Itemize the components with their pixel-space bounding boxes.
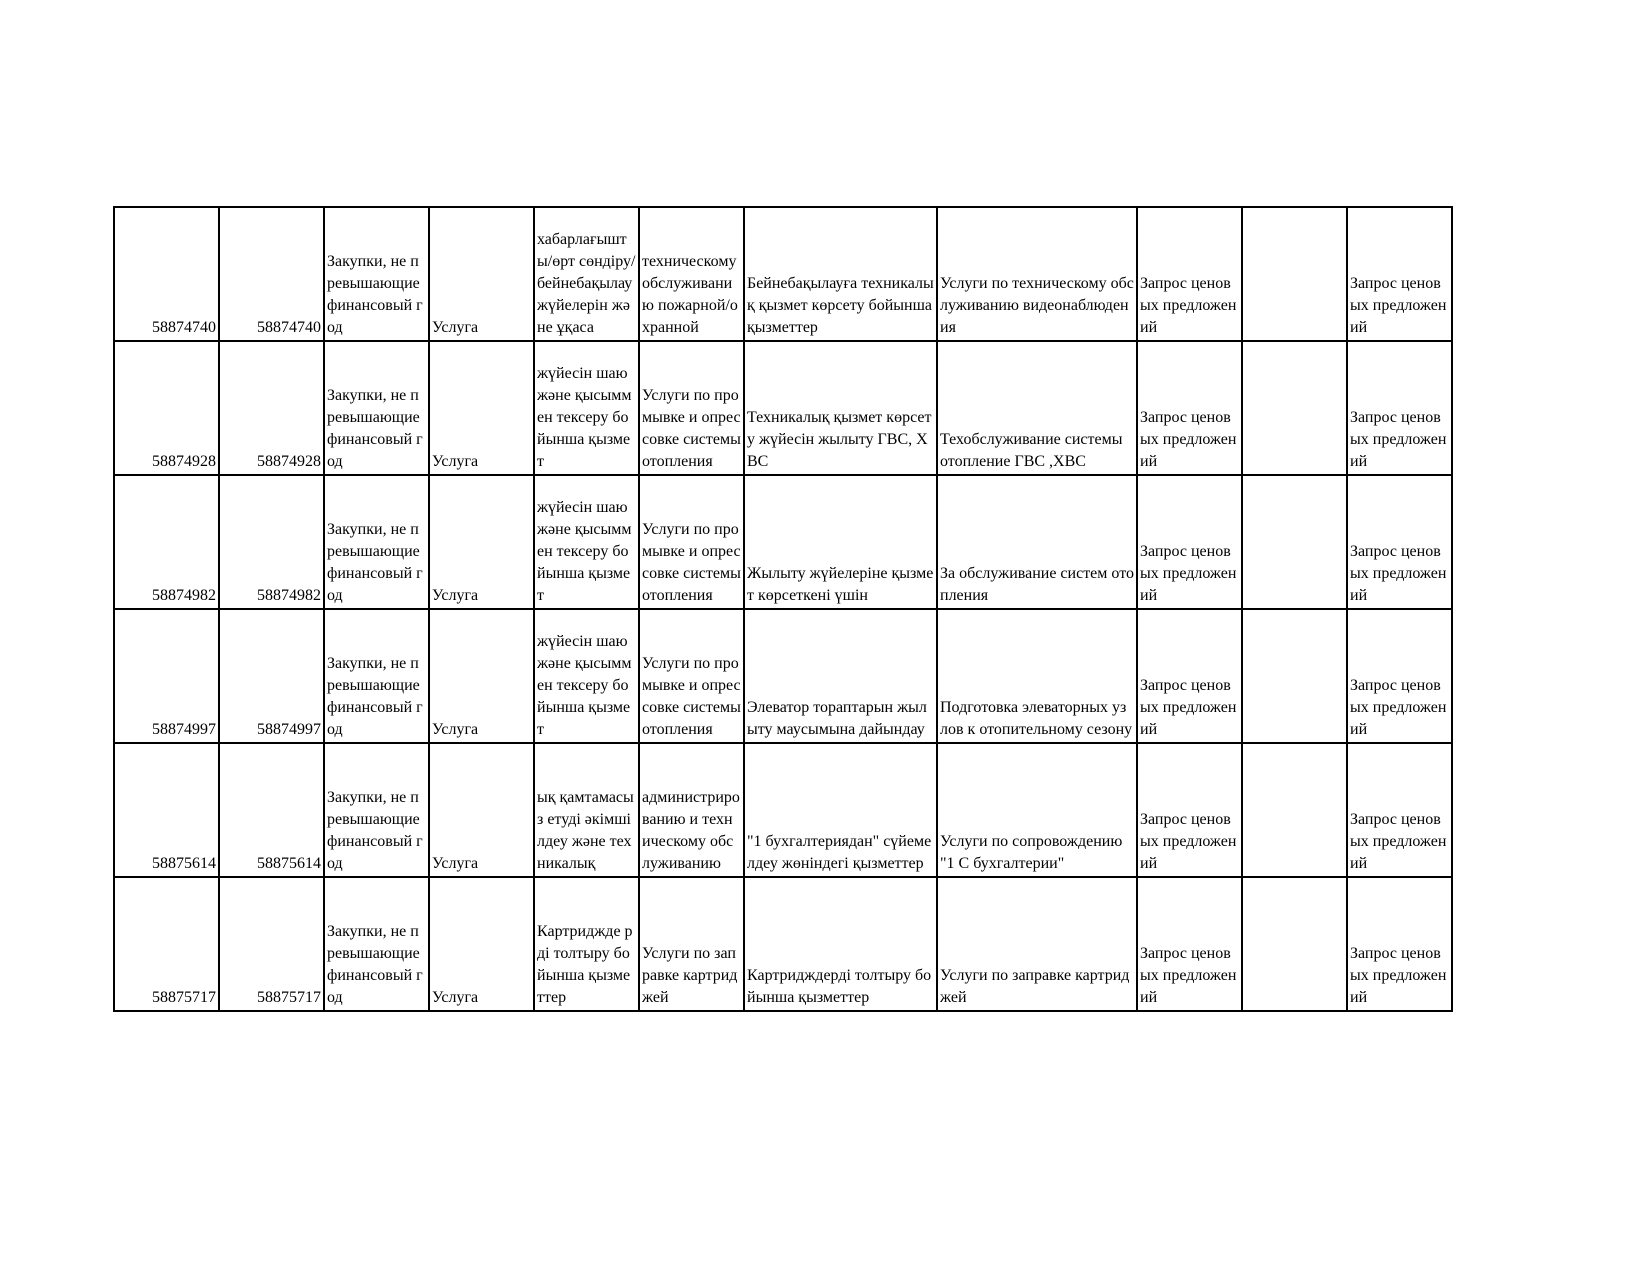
status-cell bbox=[1137, 475, 1242, 609]
name-kz-cell bbox=[744, 743, 937, 877]
name-ru-cell bbox=[937, 207, 1137, 341]
name-kz-cell-text: Элеватор тораптарын жылыту маусымына дайындау bbox=[747, 699, 927, 738]
id-cell-text: 58874740 bbox=[152, 319, 216, 336]
name-ru-cell bbox=[937, 609, 1137, 743]
procurement-method-cell bbox=[324, 609, 429, 743]
short-name-ru-cell-text: Услуги по промывке и опрессовке системы отопления bbox=[642, 655, 741, 738]
subject-type-cell bbox=[429, 609, 534, 743]
lot-id-cell bbox=[219, 609, 324, 743]
name-ru-cell-text: Услуги по заправке картриджей bbox=[940, 967, 1130, 1006]
method-cell-text: Запрос ценовых предложений bbox=[1350, 811, 1447, 872]
id-cell-text: 58875614 bbox=[152, 855, 216, 872]
name-kz-cell bbox=[744, 877, 937, 1011]
method-cell bbox=[1347, 475, 1452, 609]
procurement-method-cell bbox=[324, 207, 429, 341]
procurement-method-cell-text: Закупки, не превышающие финансовый год bbox=[327, 253, 423, 336]
lot-id-cell-text: 58874997 bbox=[257, 721, 321, 738]
empty-cell bbox=[1242, 207, 1347, 341]
short-name-kz-cell bbox=[534, 743, 639, 877]
procurement-method-cell-text: Закупки, не превышающие финансовый год bbox=[327, 387, 423, 470]
subject-type-cell bbox=[429, 341, 534, 475]
procurement-method-cell bbox=[324, 475, 429, 609]
procurement-method-cell-text: Закупки, не превышающие финансовый год bbox=[327, 923, 423, 1006]
procurement-table bbox=[113, 206, 1453, 1012]
empty-cell bbox=[1242, 609, 1347, 743]
empty-cell bbox=[1242, 341, 1347, 475]
lot-id-cell-text: 58875717 bbox=[257, 989, 321, 1006]
subject-type-cell bbox=[429, 475, 534, 609]
short-name-kz-cell bbox=[534, 207, 639, 341]
lot-id-cell bbox=[219, 207, 324, 341]
method-cell bbox=[1347, 743, 1452, 877]
lot-id-cell bbox=[219, 341, 324, 475]
name-kz-cell bbox=[744, 341, 937, 475]
procurement-method-cell bbox=[324, 877, 429, 1011]
procurement-method-cell bbox=[324, 743, 429, 877]
empty-cell bbox=[1242, 877, 1347, 1011]
id-cell bbox=[114, 743, 219, 877]
name-kz-cell-text: Картридждерді толтыру бойынша қызметтер bbox=[747, 967, 932, 1006]
name-ru-cell-text: Техобслуживание системы отопление ГВС ,ХВС bbox=[940, 431, 1123, 470]
empty-cell bbox=[1242, 475, 1347, 609]
name-kz-cell bbox=[744, 207, 937, 341]
table-row bbox=[114, 743, 1452, 877]
name-ru-cell-text: За обслуживание систем отопления bbox=[940, 565, 1134, 604]
subject-type-cell-text: Услуга bbox=[432, 721, 479, 738]
subject-type-cell-text: Услуга bbox=[432, 587, 479, 604]
status-cell-text: Запрос ценовых предложений bbox=[1140, 811, 1237, 872]
method-cell bbox=[1347, 341, 1452, 475]
short-name-ru-cell bbox=[639, 609, 744, 743]
short-name-ru-cell bbox=[639, 877, 744, 1011]
short-name-kz-cell-text: жүйесін шаю және қысыммен тексеру бойынша қызмет bbox=[537, 365, 632, 470]
name-kz-cell-text: "1 бухгалтериядан" сүйемелдеу жөніндегі қызметтер bbox=[747, 833, 932, 872]
short-name-ru-cell bbox=[639, 341, 744, 475]
subject-type-cell-text: Услуга bbox=[432, 319, 479, 336]
status-cell bbox=[1137, 341, 1242, 475]
status-cell-text: Запрос ценовых предложений bbox=[1140, 945, 1237, 1006]
table-row bbox=[114, 475, 1452, 609]
name-ru-cell bbox=[937, 877, 1137, 1011]
lot-id-cell-text: 58874982 bbox=[257, 587, 321, 604]
subject-type-cell bbox=[429, 877, 534, 1011]
lot-id-cell bbox=[219, 877, 324, 1011]
status-cell-text: Запрос ценовых предложений bbox=[1140, 275, 1237, 336]
name-ru-cell bbox=[937, 743, 1137, 877]
short-name-ru-cell bbox=[639, 475, 744, 609]
subject-type-cell bbox=[429, 207, 534, 341]
name-kz-cell-text: Жылыту жүйелеріне қызмет көрсеткені үшін bbox=[747, 565, 934, 604]
lot-id-cell-text: 58874928 bbox=[257, 453, 321, 470]
method-cell-text: Запрос ценовых предложений bbox=[1350, 677, 1447, 738]
name-kz-cell bbox=[744, 609, 937, 743]
short-name-kz-cell-text: ық қамтамасыз етуді әкімшілдеу және техникалық bbox=[537, 789, 634, 872]
table-row bbox=[114, 609, 1452, 743]
lot-id-cell bbox=[219, 475, 324, 609]
table-row bbox=[114, 207, 1452, 341]
name-ru-cell-text: Услуги по техническому обслуживанию видеонаблюдения bbox=[940, 275, 1134, 336]
lot-id-cell bbox=[219, 743, 324, 877]
empty-cell bbox=[1242, 743, 1347, 877]
subject-type-cell-text: Услуга bbox=[432, 453, 479, 470]
id-cell bbox=[114, 877, 219, 1011]
status-cell bbox=[1137, 609, 1242, 743]
status-cell bbox=[1137, 877, 1242, 1011]
table-row bbox=[114, 877, 1452, 1011]
id-cell-text: 58874997 bbox=[152, 721, 216, 738]
name-ru-cell-text: Подготовка элеваторных узлов к отопительному сезону bbox=[940, 699, 1133, 738]
short-name-ru-cell bbox=[639, 743, 744, 877]
id-cell-text: 58874928 bbox=[152, 453, 216, 470]
short-name-kz-cell-text: хабарлағышты/өрт сөндіру/бейнебақылау жүйелерін және ұқаса bbox=[537, 231, 636, 336]
short-name-ru-cell-text: администрированию и техническому обслуживанию bbox=[642, 789, 740, 872]
short-name-ru-cell-text: техническому обслуживанию пожарной/охранной bbox=[642, 253, 738, 336]
table-row bbox=[114, 341, 1452, 475]
procurement-method-cell bbox=[324, 341, 429, 475]
status-cell bbox=[1137, 207, 1242, 341]
method-cell bbox=[1347, 207, 1452, 341]
lot-id-cell-text: 58875614 bbox=[257, 855, 321, 872]
short-name-ru-cell-text: Услуги по промывке и опрессовке системы отопления bbox=[642, 521, 741, 604]
procurement-method-cell-text: Закупки, не превышающие финансовый год bbox=[327, 521, 423, 604]
method-cell-text: Запрос ценовых предложений bbox=[1350, 275, 1447, 336]
short-name-ru-cell-text: Услуги по промывке и опрессовке системы отопления bbox=[642, 387, 741, 470]
id-cell-text: 58875717 bbox=[152, 989, 216, 1006]
table-body bbox=[114, 207, 1452, 1011]
status-cell-text: Запрос ценовых предложений bbox=[1140, 409, 1237, 470]
lot-id-cell-text: 58874740 bbox=[257, 319, 321, 336]
short-name-kz-cell-text: Картриджде рді толтыру бойынша қызметтер bbox=[537, 923, 633, 1006]
subject-type-cell bbox=[429, 743, 534, 877]
method-cell bbox=[1347, 609, 1452, 743]
name-kz-cell-text: Бейнебақылауға техникалық қызмет көрсету бойынша қызметтер bbox=[747, 275, 934, 336]
id-cell bbox=[114, 609, 219, 743]
name-kz-cell-text: Техникалық қызмет көрсету жүйесін жылыту ГВС, ХВС bbox=[747, 409, 932, 470]
short-name-kz-cell-text: жүйесін шаю және қысыммен тексеру бойынша қызмет bbox=[537, 499, 632, 604]
method-cell-text: Запрос ценовых предложений bbox=[1350, 945, 1447, 1006]
subject-type-cell-text: Услуга bbox=[432, 855, 479, 872]
subject-type-cell-text: Услуга bbox=[432, 989, 479, 1006]
status-cell bbox=[1137, 743, 1242, 877]
id-cell-text: 58874982 bbox=[152, 587, 216, 604]
name-ru-cell bbox=[937, 475, 1137, 609]
status-cell-text: Запрос ценовых предложений bbox=[1140, 543, 1237, 604]
id-cell bbox=[114, 475, 219, 609]
id-cell bbox=[114, 341, 219, 475]
short-name-kz-cell bbox=[534, 877, 639, 1011]
method-cell-text: Запрос ценовых предложений bbox=[1350, 409, 1447, 470]
status-cell-text: Запрос ценовых предложений bbox=[1140, 677, 1237, 738]
id-cell bbox=[114, 207, 219, 341]
short-name-kz-cell bbox=[534, 609, 639, 743]
name-ru-cell-text: Услуги по сопровождению "1 С бухгалтерии" bbox=[940, 833, 1123, 872]
short-name-kz-cell bbox=[534, 475, 639, 609]
procurement-method-cell-text: Закупки, не превышающие финансовый год bbox=[327, 789, 423, 872]
short-name-ru-cell-text: Услуги по заправке картриджей bbox=[642, 945, 738, 1006]
name-kz-cell bbox=[744, 475, 937, 609]
procurement-method-cell-text: Закупки, не превышающие финансовый год bbox=[327, 655, 423, 738]
short-name-kz-cell bbox=[534, 341, 639, 475]
short-name-ru-cell bbox=[639, 207, 744, 341]
method-cell-text: Запрос ценовых предложений bbox=[1350, 543, 1447, 604]
short-name-kz-cell-text: жүйесін шаю және қысыммен тексеру бойынша қызмет bbox=[537, 633, 632, 738]
method-cell bbox=[1347, 877, 1452, 1011]
name-ru-cell bbox=[937, 341, 1137, 475]
